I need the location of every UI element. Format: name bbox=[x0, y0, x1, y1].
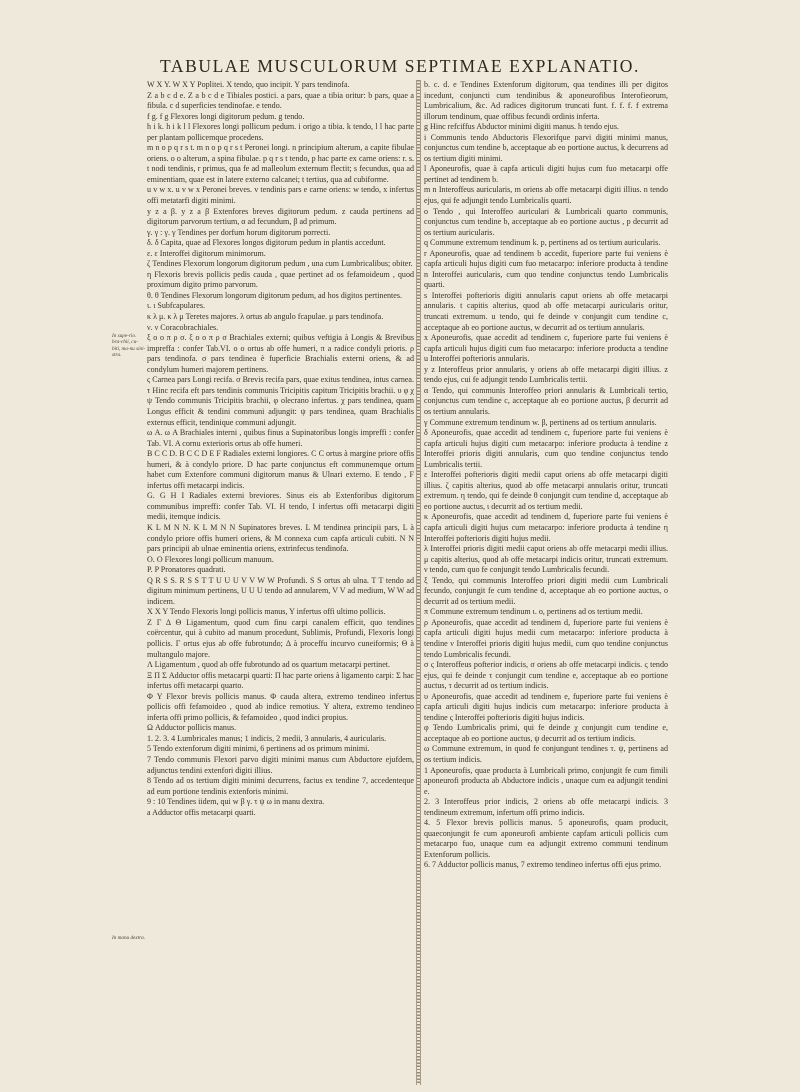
legend-entry: θ. θ Tendines Flexorum longorum digitorum pedum, ad hos digitos pertinentes. bbox=[147, 290, 403, 300]
legend-entry: m n Interoffeus auricularis, m oriens ab offe metacarpi digiti illius. n tendo ejus, qui fe adjungit tendo Lumbricalis quarti. bbox=[424, 185, 668, 206]
legend-entry: K L M N N. K L M N N Supinatores breves. L M tendinea principii pars, L à condylo priore offis humeri oriens, & M connexa cum capfa articuli cubiti. N N pars principii ab ulnae eminentia oriens, extrinfecus tendinofa. bbox=[147, 522, 414, 554]
legend-entry: b. c. d. e Tendines Extenforum digitorum, qua tendines illi per digitos incedunt, conjuncti cum tendinibus & aponeurofibus Interofieorum, Lumbricalium, &c. Ad radices digitorum truncati funt. f. f. f. f extrema illorum tendinum, quae offibus fecundi ordinis inferta. bbox=[424, 80, 668, 121]
legend-entry: h i k. h i k l l Flexores longi pollicum pedum. i origo a tibia. k tendo, l l hac parte per plantam pollicemque procedens. bbox=[147, 122, 414, 142]
margin-note: In supe-rio. bra-chii, cu-biti, ma-nu sini-stra. bbox=[112, 333, 146, 358]
legend-entry: Z Γ Δ Θ Ligamentum, quod cum finu carpi canalem efficit, quo tendines coërcentur, qui à cubito ad manum procedunt, Sublimis, Profundi, Flexoris longi pollicis. Γ ortus ejus ab offe fubrotundo; Δ à proceffu incurvo cuneiformis; Θ à multangulo majore. bbox=[147, 617, 414, 659]
legend-entry: κ Aponeurofis, quae accedit ad tendinem d, fuperiore parte fui veniens è capfa articuli digiti hujus cum metacarpo: inferiore producta à tendine η Interoffei pofterioris digiti hujus medii. bbox=[424, 512, 668, 543]
legend-entry: α Tendo, qui communis Interoffeo priori annularis & Lumbricali tertio, conjunctus cum tendine c, acceptaque ab eo portione auctus, β decurrit ad os tertium annularis. bbox=[424, 385, 668, 416]
legend-entry: ξ ο ο π ρ σ. ξ ο ο π ρ σ Brachiales externi; quibus veftigia à Longis & Brevibus impreffa : confer Tab.VI. ο ο ortus ab offe humeri, π a radice condyli prioris. ρ pars tendinofa. σ pars tendinea è fuperficie Brachialis externi oriens, & ad condylum humeri majorem pertinens. bbox=[147, 333, 414, 374]
legend-entry: 4. 5 Flexor brevis pollicis manus. 5 aponeurofis, quam producit, quaeconjungit fe cum aponeurofi ambiente capfam articuli pollicis cum metacarpo fuo, unaque cum ea adjungit extremo communi tendinum Extenforum pollicis. bbox=[424, 818, 668, 859]
legend-entry: ξ Tendo, qui communis Interoffeo priori digiti medii cum Lumbricali fecundo, conjungit fe cum tendine d, acceptaque ab eo portione auctus, ο decurrit ad os tertium medii. bbox=[424, 575, 668, 606]
legend-entry: δ. δ Capita, quae ad Flexores longos digitorum pedum in plantis accedunt. bbox=[147, 238, 386, 248]
legend-entry: ι. ι Subfcapulares. bbox=[147, 301, 205, 311]
legend-entry: Ξ Π Σ Adductor offis metacarpi quarti: Π hac parte oriens à ligamento carpi: Σ hac infertus offi metacarpi quarto. bbox=[147, 670, 414, 691]
legend-entry: 8 Tendo ad os tertium digiti minimi decurrens, factus ex tendine 7, accedenteque ad eum portione tendinis extenforis minimi. bbox=[147, 776, 414, 796]
legend-entry: η Flexoris brevis pollicis pedis cauda , quae pertinet ad os fefamoideum , quod proximum digito primo parvorum. bbox=[147, 269, 414, 290]
legend-entry: λ Interoffei prioris digiti medii caput oriens ab offe metacarpi medii illius. μ capitis alterius, quod ab offe metacarpi indicis oritur, truncati extremum. ν tendo, cum quo fe conjungit tendo Lumbricalis fecundi. bbox=[424, 544, 668, 575]
legend-entry: a Adductor offis metacarpi quarti. bbox=[147, 807, 256, 817]
legend-entry: ς Carnea pars Longi recifa. σ Brevis recifa pars, quae exitus tendinea, intus carnea. τ Hinc recifa eft pars tendinis communis Tricipitis capitum Tricipitis brachii. υ φ χ ψ Tendo communis Tricipitis brachii, φ olecrano infertus. χ pars tendinea, quam Longus efficit & tendini communi adjungit: ψ pars tendinea, quam Brachialis externus efficit, tendinique communi adjungit. bbox=[147, 375, 414, 427]
legend-entry: Λ Ligamentum , quod ab offe fubrotundo ad os quartum metacarpi pertinet. bbox=[147, 660, 391, 670]
column-divider-ornament bbox=[416, 80, 421, 1085]
legend-entry: 6. 7 Adductor pollicis manus, 7 extremo tendineo infertus offi ejus primo. bbox=[424, 860, 662, 870]
legend-entry: 9 : 10 Tendines iidem, qui w β γ. τ ψ ω in manu dextra. bbox=[147, 797, 325, 807]
legend-entry: y z a β. y z a β Extenfores breves digitorum pedum. z cauda pertinens ad digitorum parvorum tertium, α ad fecundum, β ad primum. bbox=[147, 206, 414, 227]
margin-note: In manu dextra. bbox=[112, 934, 145, 941]
legend-entry: s Interoffei pofterioris digiti annularis caput oriens ab offe metacarpi annularis. t capitis alterius, quod ab offe metacarpi auricularis oritur, truncati extremum. u tendo, qui fe deinde v conjungit cum tendine c, acceptaque ab eo portione auctus, w decurrit ad os tertium annularis. bbox=[424, 290, 668, 332]
legend-entry: o Tendo , qui Interoffeo auriculari & Lumbricali quarto communis, conjunctus cum tendine b, acceptaque ab eo portione auctus , p decurrit ad os tertium auricularis. bbox=[424, 206, 668, 237]
legend-entry: Z a b c d e. Z a b c d e Tibiales postici. a pars, quae a tibia oritur: b pars, quae a fibula. c d superficies tendinofae. e tendo. bbox=[147, 90, 414, 111]
legend-entry: m n o p q r s t. m n o p q r s t Peronei longi. n principium alterum, a capite fibulae oriens. o o alterum, a spina fibulae. p q r s t tendo, p hac parte ex carne oriens: r. s. t nodi tendinis, r primus, qua fe ad malleolum externum flectit; s fecundus, qua ad eminentiam, quae est in latere externo calcanei; t tertius, qua ad cubiforme. bbox=[147, 143, 414, 184]
legend-entry: g Hinc refciffus Abductor minimi digiti manus. h tendo ejus. bbox=[424, 122, 619, 132]
legend-entry: x Aponeurofis, quae accedit ad tendinem c, fuperiore parte fui veniens è capfa articuli hujus digiti cum fuo metacarpo: inferiore producta a tendine u Interoffei pofterioris annularis. bbox=[424, 333, 668, 364]
legend-entry: κ λ μ. κ λ μ Teretes majores. λ ortus ab angulo fcapulae. μ pars tendinofa. bbox=[147, 312, 384, 322]
legend-entry: γ. γ : γ. γ Tendines per dorfum horum digitorum porrecti. bbox=[147, 227, 331, 237]
legend-entry: ρ Aponeurofis, quae accedit ad tendinem d, fuperiore parte fui veniens è capfa articuli digiti hujus medii cum metacarpo: inferiore producta à tendine ν Interoffei prioris digiti hujus medii, cum quo tendine conjunctus tendo Lumbricalis fecundi. bbox=[424, 617, 668, 659]
legend-entry: y z Interoffeus prior annularis, y oriens ab offe metacarpi digiti illius. z tendo ejus, cui fe adjungit tendo Lumbricalis tertii. bbox=[424, 364, 668, 385]
legend-entry: r Aponeurofis, quae ad tendinem b accedit, fuperiore parte fui veniens è capfa articuli hujus digiti cum fuo metacarpo: inferiore producta à tendine n Interoffei auricularis, cum quo tendine conjunctus tendo Lumbricalis quarti. bbox=[424, 248, 668, 290]
legend-entry: ε. ε Interoffei digitorum minimorum. bbox=[147, 248, 266, 258]
legend-entry: υ Aponeurofis, quae accedit ad tendinem e, fuperiore parte fui veniens è capfa articuli digiti hujus indicis cum metacarpo: inferiore producta à tendine ς Interoffei pofterioris digiti hujus indicis. bbox=[424, 691, 668, 722]
legend-entry: ω Commune extremum, in quod fe conjungunt tendines τ. ψ, pertinens ad os tertium indicis. bbox=[424, 744, 668, 764]
legend-entry: ω A. ω A Brachiales interni , quibus finus a Supinatoribus longis impreffi : confer Tab. VI. A cornu exterioris ortus ab offe humeri. bbox=[147, 428, 414, 448]
left-column bbox=[147, 80, 414, 818]
legend-entry: 1 Aponeurofis, quae producta à Lumbricali primo, conjungit fe cum fimili aponeurofi producta ab Abductore indicis , unaque cum ea adjungit tendini e. bbox=[424, 765, 668, 796]
legend-entry: 7 Tendo communis Flexori parvo digiti minimi manus cum Abductore ejufdem, adjunctus tendini extenfori digiti illius. bbox=[147, 755, 414, 775]
right-column bbox=[424, 80, 668, 871]
legend-entry: P. P Pronatores quadrati. bbox=[147, 565, 226, 575]
legend-entry: 5 Tendo extenforum digiti minimi, 6 pertinens ad os primum minimi. bbox=[147, 744, 370, 754]
legend-entry: Φ Υ Flexor brevis pollicis manus. Φ cauda altera, extremo tendineo infertus pollicis offi fefamoideo , quod ab indice remotius. Υ altera, extremo tendineo inferta offi primo pollicis, & fefamoideo , quod indici propius. bbox=[147, 691, 414, 722]
legend-entry: u v w x. u v w x Peronei breves. v tendinis pars e carne oriens: w tendo, x infertus offi metatarfi digiti minimi. bbox=[147, 185, 414, 206]
legend-entry: l Aponeurofis, quae à capfa articuli digiti hujus cum fuo metacarpi offe pertinet ad tendinem b. bbox=[424, 164, 668, 184]
page-title: TABULAE MUSCULORUM SEPTIMAE EXPLANATIO. bbox=[159, 56, 641, 76]
legend-entry: q Commune extremum tendinum k. p, pertinens ad os tertium auricularis. bbox=[424, 238, 661, 248]
legend-entry: G. G H I Radiales externi breviores. Sinus eis ab Extenforibus digitorum communibus impreffi: confer Tab. VI. H tendo, I infertus offi metacarpi digiti medii, itemque indicis. bbox=[147, 491, 414, 522]
legend-entry: 2. 3 Interoffeus prior indicis, 2 oriens ab offe metacarpi indicis. 3 tendineum extremum, infertum offi primo indicis. bbox=[424, 797, 668, 817]
legend-entry: X X Y Tendo Flexoris longi pollicis manus, Y infertus offi ultimo pollicis. bbox=[147, 607, 386, 617]
legend-entry: f g. f g Flexores longi digitorum pedum. g tendo. bbox=[147, 111, 305, 121]
legend-entry: π Commune extremum tendinum ι. ο, pertinens ad os tertium medii. bbox=[424, 607, 643, 617]
legend-entry: ν. ν Coracobrachiales. bbox=[147, 322, 219, 332]
legend-entry: Ω Adductor pollicis manus. bbox=[147, 723, 237, 733]
legend-entry: O. O Flexores longi pollicum manuum. bbox=[147, 554, 274, 564]
legend-entry: Q R S S. R S S T T U U U V V W W Profundi. S S ortus ab ulna. T T tendo ad digitum minimum pertinens, U U U tendo ad annularem, V V ad medium, W W ad indicem. bbox=[147, 575, 414, 606]
legend-entry: γ Commune extremum tendinum w. β, pertinens ad os tertium annularis. bbox=[424, 417, 657, 427]
legend-entry: i Communis tendo Abductoris Flexorifque parvi digiti minimi manus, conjunctus cum tendine b, acceptaque ab eo portione auctus, k decurrens ad os tertium digiti minimi. bbox=[424, 132, 668, 163]
legend-entry: δ Aponeurofis, quae accedit ad tendinem c, fuperiore parte fui veniens è capfa articuli hujus digiti cum metacarpo: inferiore producta à tendine z Interoffei prioris digiti annularis, cum quo tendine conjunctus tendo Lumbricalis tertii. bbox=[424, 428, 668, 469]
legend-entry: ζ Tendines Flexorum longorum digitorum pedum , una cum Lumbricalibus; obiter. bbox=[147, 259, 413, 269]
legend-entry: W X Y. W X Y Poplitei. X tendo, quo incipit. Y pars tendinofa. bbox=[147, 80, 350, 89]
legend-entry: σ ς Interoffeus pofterior indicis, σ oriens ab offe metacarpi indicis. ς tendo ejus, qui fe deinde τ conjungit cum tendine e, acceptaque ab eo portione auctus, τ decurrit ad os tertium indicis. bbox=[424, 660, 668, 691]
legend-entry: B C C D. B C C D E F Radiales externi longiores. C C ortus à margine priore offis humeri, & à condylo priore. D hac parte conjunctus eft communemque ortum habet cum Extenfore communi digitorum manus & Ulnari externo. E tendo , F infertus offi metacarpi indicis. bbox=[147, 449, 414, 490]
legend-entry: ε Interoffei pofterioris digiti medii caput oriens ab offe metacarpi digiti illius. ζ capitis alterius, quod ab offe metacarpi annularis oritur, truncati extremum. η tendo, qui fe deinde θ conjungit cum tendine d, acceptaque ab eo portione auctus, ι decurrit ad os tertium medii. bbox=[424, 470, 668, 511]
legend-entry: φ Tendo Lumbricalis primi, qui fe deinde χ conjungit cum tendine e, acceptaque ab eo portione auctus, ψ decurrit ad os tertium indicis. bbox=[424, 723, 668, 743]
legend-entry: 1. 2. 3. 4 Lumbricales manus; 1 indicis, 2 medii, 3 annularis, 4 auricularis. bbox=[147, 733, 387, 743]
